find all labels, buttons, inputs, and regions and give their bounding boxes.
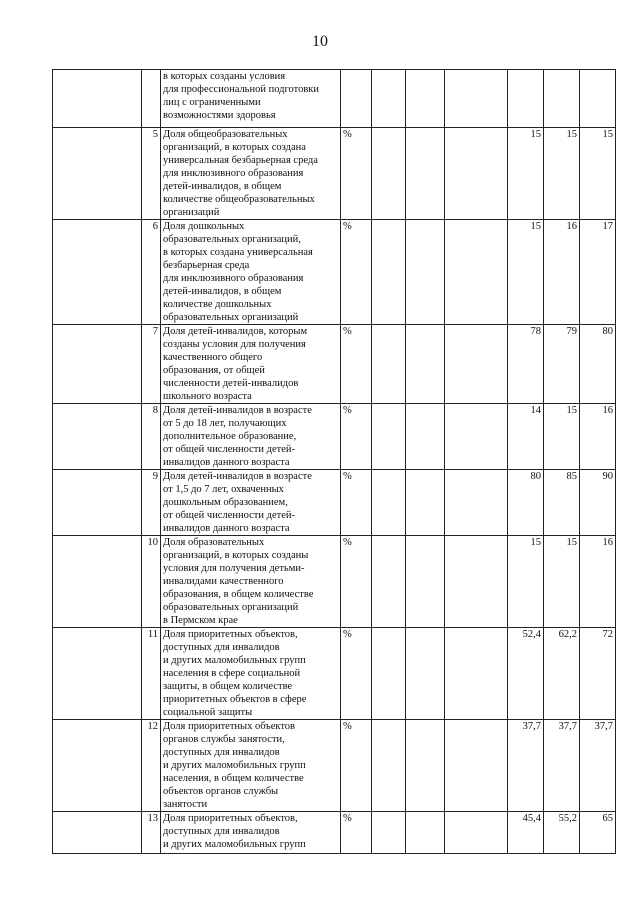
indicator-name-line: Доля приоритетных объектов, [163,629,298,640]
blank-cell [372,628,406,720]
row-number: 5 [142,128,161,220]
indicator-name-line: доступных для инвалидов [163,642,280,653]
table-row [53,404,616,470]
value-cell-1: 15 [508,536,544,628]
value-cell-3: 16 [580,404,616,470]
indicator-name-line: Доля приоритетных объектов, [163,813,298,824]
indicator-name [161,628,341,720]
blank-cell [372,128,406,220]
blank-cell [53,70,142,128]
blank-cell [53,325,142,404]
blank-cell [406,70,445,128]
value-cell-3: 80 [580,325,616,404]
value-cell-1: 15 [508,220,544,325]
indicator-name-line: условия для получения детьми- [163,563,305,574]
indicator-name-line: численности детей-инвалидов [163,378,299,389]
value-cell-2: 55,2 [544,812,580,854]
value-cell-1 [508,70,544,128]
indicator-name-line: количестве общеобразовательных [163,194,315,205]
blank-cell [445,70,508,128]
table-row [53,220,616,325]
unit-cell: % [341,470,372,536]
value-cell-2: 37,7 [544,720,580,812]
row-number: 11 [142,628,161,720]
value-cell-2: 15 [544,404,580,470]
value-cell-3: 90 [580,470,616,536]
indicator-name [161,70,341,128]
blank-cell [372,536,406,628]
value-cell-3 [580,70,616,128]
value-cell-3: 65 [580,812,616,854]
indicator-name-line: защиты, в общем количестве [163,681,293,692]
blank-cell [406,470,445,536]
blank-cell [372,470,406,536]
table-row [53,536,616,628]
blank-cell [53,628,142,720]
unit-cell [341,70,372,128]
row-number: 9 [142,470,161,536]
indicator-name [161,720,341,812]
indicator-name-line: в которых создана универсальная [163,247,313,258]
blank-cell [372,70,406,128]
indicator-name-line: и других маломобильных групп [163,655,306,666]
indicator-name-line: безбарьерная среда [163,260,250,271]
blank-cell [53,220,142,325]
indicator-name-line: организаций, в которых созданы [163,550,309,561]
indicator-name-line: организаций [163,207,220,218]
indicator-name-line: образовательных организаций [163,602,299,613]
blank-cell [372,812,406,854]
value-cell-2: 85 [544,470,580,536]
unit-cell: % [341,812,372,854]
indicator-name-line: инвалидов данного возраста [163,523,290,534]
table-row [53,812,616,854]
indicator-name-line: лиц с ограниченными [163,97,261,108]
table-row [53,325,616,404]
indicator-name-line: Доля детей-инвалидов в возрасте [163,405,312,416]
indicator-name-line: от 5 до 18 лет, получающих [163,418,287,429]
indicator-name-line: Доля образовательных [163,537,265,548]
unit-cell: % [341,536,372,628]
row-number [142,70,161,128]
row-number: 13 [142,812,161,854]
row-number: 6 [142,220,161,325]
row-number: 7 [142,325,161,404]
value-cell-2: 15 [544,536,580,628]
indicator-name-line: Доля приоритетных объектов [163,721,296,732]
blank-cell [372,325,406,404]
indicator-name [161,470,341,536]
indicator-name-line: образования, от общей [163,365,265,376]
indicator-name-line: от 1,5 до 7 лет, охваченных [163,484,284,495]
blank-cell [53,536,142,628]
indicator-name [161,404,341,470]
indicator-name-line: школьного возраста [163,391,252,402]
value-cell-2: 79 [544,325,580,404]
indicator-name-line: Доля детей-инвалидов, которым [163,326,308,337]
value-cell-2: 62,2 [544,628,580,720]
value-cell-1: 14 [508,404,544,470]
indicator-name [161,220,341,325]
indicator-name-line: объектов органов службы [163,786,279,797]
blank-cell [406,128,445,220]
indicator-name [161,536,341,628]
indicator-name-line: созданы условия для получения [163,339,306,350]
value-cell-1: 78 [508,325,544,404]
value-cell-1: 52,4 [508,628,544,720]
table-row [53,470,616,536]
row-number: 8 [142,404,161,470]
indicator-name-line: населения, в общем количестве [163,773,304,784]
row-number: 12 [142,720,161,812]
unit-cell: % [341,220,372,325]
indicator-name-line: приоритетных объектов в сфере [163,694,307,705]
blank-cell [445,325,508,404]
indicator-name-line: и других маломобильных групп [163,839,306,850]
indicator-name-line: образовательных организаций, [163,234,301,245]
blank-cell [53,812,142,854]
indicator-name-line: занятости [163,799,208,810]
indicator-name-line: дополнительное образование, [163,431,297,442]
indicator-name-line: социальной защиты [163,707,253,718]
indicator-name-line: для профессиональной подготовки [163,84,320,95]
indicator-name [161,812,341,854]
value-cell-3: 15 [580,128,616,220]
indicator-name-line: образовательных организаций [163,312,299,323]
blank-cell [406,720,445,812]
value-cell-1: 37,7 [508,720,544,812]
indicator-name-line: инвалидами качественного [163,576,284,587]
blank-cell [372,404,406,470]
indicator-name-line: доступных для инвалидов [163,747,280,758]
indicator-name-line: детей-инвалидов, в общем [163,286,282,297]
indicator-name-line: для инклюзивного образования [163,273,304,284]
indicator-name-line: Доля детей-инвалидов в возрасте [163,471,312,482]
indicator-name-line: дошкольным образованием, [163,497,288,508]
value-cell-3: 72 [580,628,616,720]
value-cell-1: 80 [508,470,544,536]
blank-cell [406,628,445,720]
value-cell-3: 17 [580,220,616,325]
blank-cell [53,404,142,470]
indicators-table [52,69,616,854]
blank-cell [406,404,445,470]
indicator-name-line: универсальная безбарьерная среда [163,155,318,166]
indicator-name-line: от общей численности детей- [163,444,295,455]
indicator-name-line: Доля дошкольных [163,221,245,232]
indicator-name-line: образования, в общем количестве [163,589,314,600]
blank-cell [445,536,508,628]
blank-cell [445,470,508,536]
unit-cell: % [341,404,372,470]
value-cell-1: 15 [508,128,544,220]
blank-cell [406,812,445,854]
blank-cell [406,536,445,628]
indicator-name-line: инвалидов данного возраста [163,457,290,468]
blank-cell [372,720,406,812]
indicator-name-line: количестве дошкольных [163,299,272,310]
blank-cell [445,628,508,720]
indicator-name-line: населения в сфере социальной [163,668,301,679]
indicator-name-line: для инклюзивного образования [163,168,304,179]
blank-cell [372,220,406,325]
blank-cell [445,128,508,220]
indicator-name-line: качественного общего [163,352,263,363]
indicator-name-line: органов службы занятости, [163,734,285,745]
blank-cell [406,325,445,404]
table-row [53,70,616,128]
unit-cell: % [341,720,372,812]
table-row [53,720,616,812]
table-row [53,628,616,720]
indicator-name-line: от общей численности детей- [163,510,295,521]
unit-cell: % [341,325,372,404]
value-cell-1: 45,4 [508,812,544,854]
blank-cell [53,128,142,220]
blank-cell [445,404,508,470]
indicator-name-line: организаций, в которых создана [163,142,306,153]
indicator-name-line: возможностями здоровья [163,110,276,121]
row-number: 10 [142,536,161,628]
unit-cell: % [341,128,372,220]
value-cell-2: 15 [544,128,580,220]
indicator-name [161,325,341,404]
indicator-name-line: в Пермском крае [163,615,238,626]
value-cell-2: 16 [544,220,580,325]
blank-cell [53,720,142,812]
blank-cell [445,812,508,854]
indicator-name-line: доступных для инвалидов [163,826,280,837]
indicator-name [161,128,341,220]
page-number: 10 [312,33,328,50]
value-cell-3: 37,7 [580,720,616,812]
blank-cell [445,720,508,812]
blank-cell [406,220,445,325]
table-row [53,128,616,220]
value-cell-3: 16 [580,536,616,628]
indicator-name-line: детей-инвалидов, в общем [163,181,282,192]
unit-cell: % [341,628,372,720]
blank-cell [445,220,508,325]
indicator-name-line: и других маломобильных групп [163,760,306,771]
value-cell-2 [544,70,580,128]
indicator-name-line: в которых созданы условия [163,71,286,82]
indicator-name-line: Доля общеобразовательных [163,129,288,140]
blank-cell [53,470,142,536]
